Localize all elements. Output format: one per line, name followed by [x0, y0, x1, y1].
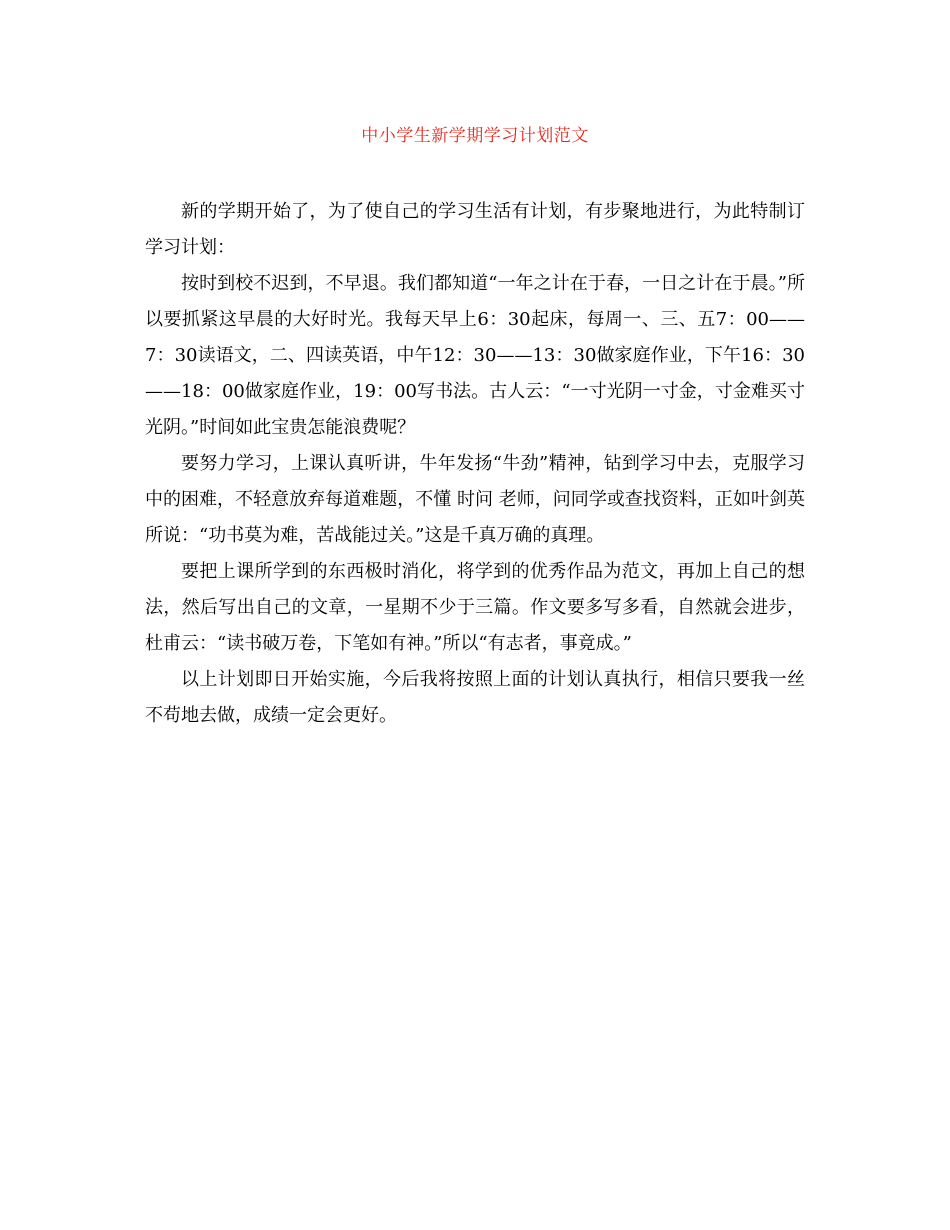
document-title: 中小学生新学期学习计划范文 [361, 126, 589, 146]
paragraph-punctuality: 按时到校不迟到，不早退。我们都知道“一年之计在于春，一日之计在于晨。”所以要抓紧这早晨的大好时光。我每天早上6：30起床，每周一、三、五7：00——7：30读语文，二、四读英语，中午12：30——13：30做家庭作业，下午16：30——18：00做家庭作业，19：00写书法。古人云：“一寸光阴一寸金，寸金难买寸光阴。”时间如此宝贵怎能浪费呢？ [145, 273, 805, 438]
paragraph-intro: 新的学期开始了，为了使自己的学习生活有计划，有步聚地进行，为此特制订学习计划： [145, 201, 805, 258]
paragraph-conclusion: 以上计划即日开始实施，今后我将按照上面的计划认真执行，相信只要我一丝不苟地去做，成绩一定会更好。 [145, 669, 805, 726]
document-body [145, 194, 805, 734]
paragraph-writing: 要把上课所学到的东西极时消化，将学到的优秀作品为范文，再加上自己的想法，然后写出自己的文章，一星期不少于三篇。作文要多写多看，自然就会进步，杜甫云：“读书破万卷，下笔如有神。”所以“有志者，事竟成。” [145, 561, 805, 654]
paragraph-study-hard: 要努力学习，上课认真听讲，牛年发扬“牛劲”精神，钻到学习中去，克服学习中的困难，不轻意放弃每道难题，不懂 时问 老师，问同学或查找资料，正如叶剑英所说：“功书莫为难，苦战能过关。”这是千真万确的真理。 [145, 453, 805, 546]
